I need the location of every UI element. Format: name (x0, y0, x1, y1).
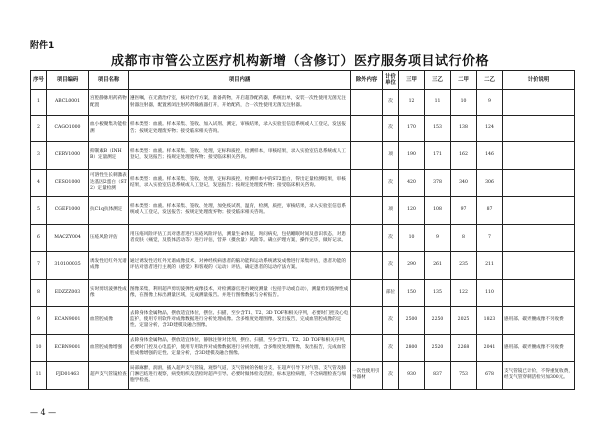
item-name: 超声支气管镜检查 (89, 362, 129, 390)
row-number: 6 (31, 224, 47, 252)
price-3a: 10 (399, 224, 425, 252)
price-3b: 11 (425, 90, 451, 116)
excluded-content (351, 197, 383, 225)
price-3a: 190 (399, 142, 425, 170)
page-number: — 4 — (30, 408, 57, 417)
price-2b: 306 (477, 169, 503, 197)
price-2a: 2025 (451, 307, 477, 335)
table-row (31, 334, 575, 362)
pricing-unit: 部位 (383, 279, 399, 307)
price-3b: 261 (425, 252, 451, 280)
pricing-note (503, 142, 575, 170)
table-row (31, 279, 575, 307)
price-3a: 150 (399, 279, 425, 307)
document-title: 成都市市管公立医疗机构新增（含修订）医疗服务项目试行价格 (110, 54, 489, 69)
pricing-unit: 次 (383, 334, 399, 362)
table-body (31, 90, 575, 390)
header-no: 序号 (31, 71, 47, 90)
price-2b: 87 (477, 197, 503, 225)
item-name: 血管腔成像增强 (89, 334, 129, 362)
price-2a: 162 (451, 142, 477, 170)
item-name: 诱发性近红外光谱成像 (89, 252, 129, 280)
item-content: 去除身体金属物品，摆放适宜体位，摆位、扫描，至少含T1、T2、3D TOF和相关序列，必要时门控及心电监护，使用专用软件对成像数据进行分析处理成像。含多维度处理图像，发出报告，完成血管腔成像的定性、定量分析，含3D建模及融合图像。 (129, 307, 351, 335)
pricing-unit: 次 (383, 90, 399, 116)
price-2a: 753 (451, 362, 477, 390)
pricing-unit: 次 (383, 116, 399, 142)
pricing-note (503, 116, 575, 142)
header-price-2b: 二乙 (477, 71, 503, 90)
price-2b: 9 (477, 90, 503, 116)
pricing-unit: 项 (383, 197, 399, 225)
pricing-unit: 次 (383, 224, 399, 252)
table-row (31, 90, 575, 116)
price-3b: 9 (425, 224, 451, 252)
table-row (31, 307, 575, 335)
price-3a: 2500 (399, 307, 425, 335)
header-price-2a: 二甲 (451, 71, 477, 90)
price-3a: 420 (399, 169, 425, 197)
price-2a: 10 (451, 90, 477, 116)
item-name: 血小板聚集功能检测 (89, 116, 129, 142)
pricing-unit: 次 (383, 362, 399, 390)
item-content: 样本类型：血液。样本采集、签收、处理，定标和质控，检测样本，审核结果，录入实验室信息系统或人工登记，发送报告；按规定处理废弃物；接受临床相关咨询。 (129, 142, 351, 170)
price-2b: 7 (477, 224, 503, 252)
excluded-content (351, 116, 383, 142)
table-row (31, 224, 575, 252)
price-3b: 108 (425, 197, 451, 225)
price-2b: 110 (477, 279, 503, 307)
price-3b: 378 (425, 169, 451, 197)
item-content: 通过诱发性近红外光谱成像技术，对神经疾病患者的脑功能和运动系统诱发成像进行采集评估，患者功能的评估对患者进行主观的（感觉）和客观的（运动）评估，确定患者的运动疗法方案。 (129, 252, 351, 280)
pricing-note: 感用部、碳弄腰成像不另收费 (503, 307, 575, 335)
row-number: 1 (31, 90, 47, 116)
item-name: 可溶性生长刺激表达基因2蛋白（ST2）定量检测 (89, 169, 129, 197)
price-3b: 837 (425, 362, 451, 390)
price-3b: 2520 (425, 334, 451, 362)
pricing-note (503, 279, 575, 307)
item-code: MACZY004 (47, 224, 89, 252)
header-code: 项目编码 (47, 71, 89, 90)
excluded-content (351, 90, 383, 116)
item-content: 局部麻醉，润滑，插入超声支气管镜，观察气道，支气管树的各级分支，在超声引导下对气管、支气管及肺门淋巴结进行观察，病变组织及活检时超声引导。必要时做体检及活检，标本送检病理，不含病理检查与细胞学检查。 (129, 362, 351, 390)
price-3a: 120 (399, 197, 425, 225)
price-3a: 290 (399, 252, 425, 280)
header-name: 项目名称 (89, 71, 129, 90)
table-row (31, 252, 575, 280)
item-content: 样本类型：血液。样本采集、签收、加入试剂、测定、审核结果，录入实验室信息系统或人工登记，发送报告；按规定处理废弃物；接受临床相关咨询。 (129, 116, 351, 142)
row-number: 11 (31, 362, 47, 390)
item-code: 310100035 (47, 252, 89, 280)
row-number: 5 (31, 197, 47, 225)
row-number: 2 (31, 116, 47, 142)
header-unit: 计价单位 (383, 71, 399, 90)
excluded-content (351, 142, 383, 170)
price-3a: 12 (399, 90, 425, 116)
excluded-content (351, 334, 383, 362)
pricing-note (503, 90, 575, 116)
price-2a: 2268 (451, 334, 477, 362)
header-content: 项目内涵 (129, 71, 351, 90)
table-row (31, 197, 575, 225)
price-2b: 678 (477, 362, 503, 390)
price-2b: 211 (477, 252, 503, 280)
excluded-content (351, 279, 383, 307)
row-number: 10 (31, 334, 47, 362)
item-code: CAGO1000 (47, 116, 89, 142)
pricing-note (503, 169, 575, 197)
item-name: 抑制素B（INHB）定量测定 (89, 142, 129, 170)
price-2a: 122 (451, 279, 477, 307)
header-note: 计价说明 (503, 71, 575, 90)
row-number: 3 (31, 142, 47, 170)
price-3b: 135 (425, 279, 451, 307)
price-3b: 171 (425, 142, 451, 170)
item-content: 遵医嘱，在无菌治疗室，核对治疗方案，准备药物，开启超净配药器，系统出单，安装一次性使用无菌无注射器注射器，配置密闭注射药剂输液器打开，开始配药，合一次性使用无菌无注射器。 (129, 90, 351, 116)
pricing-note (503, 224, 575, 252)
item-code: CERV1000 (47, 142, 89, 170)
row-number: 4 (31, 169, 47, 197)
item-content: 用压疮风险评估工具对患者进行压疮风险评估，测量生命体征，询问病史，包括睡眠时间及意识状态，对患者皮肤（痛觉，及肢体活动等）进行评估，营养（摄食量）风险等。确立护理方案，操作完毕，做好记录。 (129, 224, 351, 252)
item-name: 宫腔静脉用药药物配置 (89, 90, 129, 116)
annex-label: 附件1 (30, 41, 55, 51)
row-number: 7 (31, 252, 47, 280)
price-2b: 124 (477, 116, 503, 142)
table-row (31, 116, 575, 142)
item-code: CGEF1000 (47, 197, 89, 225)
item-content: 样本类型：血液。样本采集、签收、处理，加免疫试剂，温育，检测，质控，审核结果，录入实验室信息系统或人工登记，发送报告；按规定处理废弃物；接受临床相关咨询。 (129, 197, 351, 225)
price-3a: 170 (399, 116, 425, 142)
item-code: ECAN9001 (47, 307, 89, 335)
item-code: EDZZZ003 (47, 279, 89, 307)
price-2a: 235 (451, 252, 477, 280)
item-name: 抗C1q抗体测定 (89, 197, 129, 225)
item-content: 样本类型：血液。样本采集、签收、处理，定标和质控，检测样本中的ST2蛋白，得出定量检测结果，审核结果，录入实验室信息系统或人工登记，发送报告；按规定处理废弃物；接受临床相关咨询。 (129, 169, 351, 197)
pricing-unit: 次 (383, 307, 399, 335)
price-2a: 97 (451, 197, 477, 225)
price-3a: 2800 (399, 334, 425, 362)
price-3b: 153 (425, 116, 451, 142)
table-header (31, 71, 575, 90)
table-row (31, 142, 575, 170)
price-2b: 2041 (477, 334, 503, 362)
price-2a: 340 (451, 169, 477, 197)
price-3a: 930 (399, 362, 425, 390)
item-name: 血管腔成像 (89, 307, 129, 335)
pricing-note (503, 252, 575, 280)
item-name: 压疮风险评估 (89, 224, 129, 252)
pricing-note (503, 197, 575, 225)
excluded-content (351, 169, 383, 197)
item-code: FJD01463 (47, 362, 89, 390)
row-number: 9 (31, 307, 47, 335)
header-excluded: 除外内容 (351, 71, 383, 90)
excluded-content (351, 252, 383, 280)
table-row (31, 169, 575, 197)
pricing-unit: 次 (383, 252, 399, 280)
item-name: 实时剪切波弹性成像 (89, 279, 129, 307)
price-3b: 2250 (425, 307, 451, 335)
item-code: CESO1000 (47, 169, 89, 197)
item-content: 图像采集，利用超声剪切波弹性成像技术，对检测器官进行硬度测量（包括手动或自动），测量剪切波弹性成像，在图像上标出测量区域，完成测量报告。并进行图像数据与分析报告。 (129, 279, 351, 307)
pricing-note: 感用部、碳弄腰成像不另收费 (503, 334, 575, 362)
price-2b: 146 (477, 142, 503, 170)
pricing-note: 支气管镜已计价，不得重复收费，经支气管穿刺活检另加300元。 (503, 362, 575, 390)
excluded-content (351, 307, 383, 335)
row-number: 8 (31, 279, 47, 307)
fee-table (30, 70, 575, 390)
price-2a: 8 (451, 224, 477, 252)
item-code: ABCL0001 (47, 90, 89, 116)
price-2a: 138 (451, 116, 477, 142)
table-row (31, 362, 575, 390)
header-price-3b: 三乙 (425, 71, 451, 90)
item-content: 去除身体金属物品，摆放适宜体位，静脉注射对比剂，摆位、扫描，至少含T1、T2、3D TOF和相关序列，必要时门控及心电监护，使用专用软件对成像数据进行分析处理，含多维度处理图像，发出报告，完成血管腔成像增强的定性、定量分析，含3D建模及融合图像。 (129, 334, 351, 362)
excluded-content (351, 224, 383, 252)
excluded-content: 一次性使用引导器材 (351, 362, 383, 390)
header-price-3a: 三甲 (399, 71, 425, 90)
pricing-unit: 次 (383, 169, 399, 197)
pricing-unit: 项 (383, 142, 399, 170)
item-code: ECBN9001 (47, 334, 89, 362)
price-2b: 1823 (477, 307, 503, 335)
